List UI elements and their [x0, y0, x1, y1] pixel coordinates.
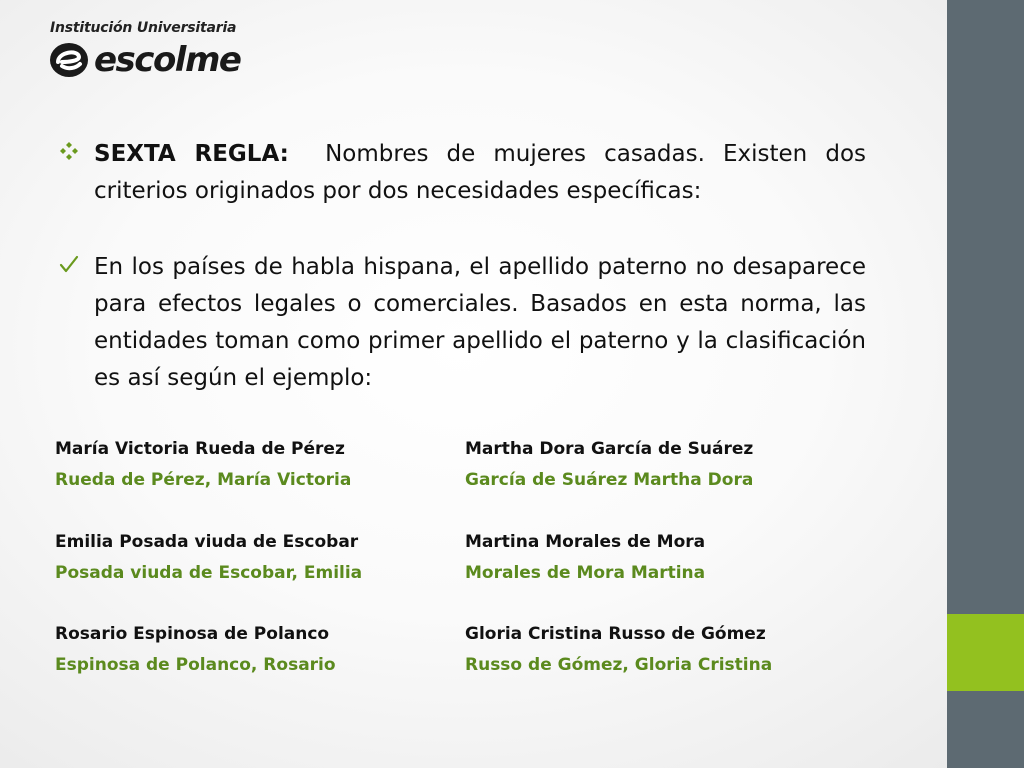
- original-name: Emilia Posada viuda de Escobar: [55, 532, 359, 552]
- rule-heading: SEXTA REGLA:: [94, 141, 289, 167]
- logo-wordmark: escolme: [94, 40, 241, 80]
- bullet-explanation: [58, 249, 866, 397]
- example-pair: [55, 619, 336, 681]
- sorted-name: Russo de Gómez, Gloria Cristina: [465, 655, 773, 675]
- example-pair: [465, 434, 753, 496]
- original-name: Rosario Espinosa de Polanco: [55, 624, 330, 644]
- checkmark-icon: [58, 253, 80, 275]
- original-name: Gloria Cristina Russo de Gómez: [465, 624, 766, 644]
- example-pair: [55, 434, 351, 496]
- bullet-rule: [58, 136, 866, 210]
- sidebar-accent-block: [947, 614, 1024, 691]
- example-pair: [465, 527, 705, 589]
- sorted-name: Posada viuda de Escobar, Emilia: [55, 563, 363, 583]
- sorted-name: Morales de Mora Martina: [465, 563, 706, 583]
- example-pair: [55, 527, 362, 589]
- logo-subtitle: Institución Universitaria: [50, 20, 237, 36]
- example-pair: [465, 619, 772, 681]
- explanation-text: En los países de habla hispana, el apellido paterno no desaparece para efectos legales o comerciales. Basados en esta norma, las entidades toman como primer apellido el paterno y la clasificación es así según el ejemplo:: [94, 254, 866, 391]
- original-name: María Victoria Rueda de Pérez: [55, 439, 345, 459]
- rule-description: Nombres de mujeres casadas. Existen dos criterios originados por dos necesidades específicas:: [94, 141, 867, 204]
- bullet-text: [94, 136, 866, 210]
- escolme-logo-mark-icon: [48, 40, 92, 80]
- original-name: Martina Morales de Mora: [465, 532, 706, 552]
- sorted-name: Espinosa de Polanco, Rosario: [55, 655, 336, 675]
- institution-logo: [48, 18, 258, 88]
- sorted-name: Rueda de Pérez, María Victoria: [55, 470, 352, 490]
- original-name: Martha Dora García de Suárez: [465, 439, 754, 459]
- diamond-bullet-icon: [58, 140, 80, 162]
- sorted-name: García de Suárez Martha Dora: [465, 470, 754, 490]
